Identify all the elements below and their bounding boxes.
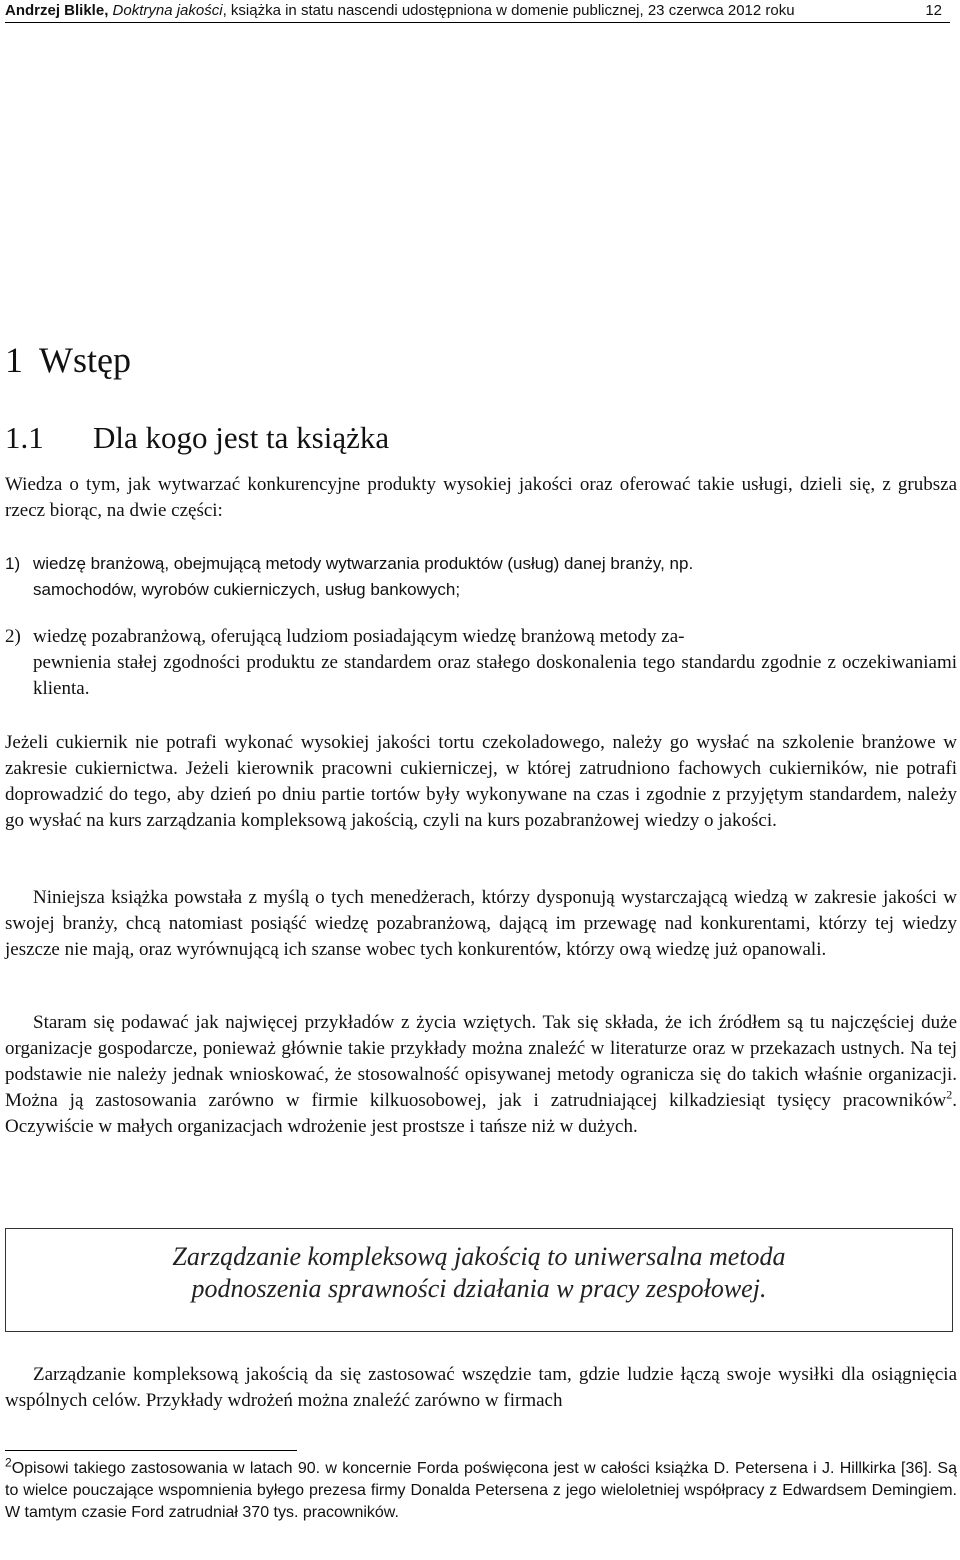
- footnote: [5, 1455, 957, 1524]
- header-book-title: Doktryna jakości: [112, 2, 223, 19]
- list-item-text: wiedzę pozabranżową, oferującą ludziom posiadającym wiedzę branżową metody za-: [33, 626, 685, 647]
- list-marker: 2): [5, 626, 21, 647]
- section-heading: [5, 418, 389, 458]
- quote-line: Zarządzanie kompleksową jakością to uniwersalna metoda: [172, 1242, 786, 1271]
- list-item-continuation: samochodów, wyrobów cukierniczych, usług bankowych;: [33, 580, 461, 599]
- body-paragraph: [5, 1010, 957, 1140]
- section-title: Dla kogo jest ta książka: [93, 420, 390, 455]
- list-marker: 1): [5, 554, 21, 573]
- footnote-separator: [5, 1450, 297, 1451]
- header-details: , książka in statu nascendi udostępniona w domenie publicznej, 23 czerwca 2012 roku: [222, 2, 795, 19]
- page-number: 12: [925, 2, 942, 19]
- highlight-quote-box: [5, 1228, 953, 1332]
- running-header: [5, 2, 950, 23]
- list-item-continuation: pewnienia stałej zgodności produktu ze standardem oraz stałego doskonalenia tego standardu zgodnie z oczekiwaniami klienta.: [33, 652, 957, 699]
- intro-paragraph: Wiedza o tym, jak wytwarzać konkurencyjne produkty wysokiej jakości oraz oferować takie usługi, dzieli się, z grubsza rzecz biorąc, na dwie części:: [5, 474, 957, 521]
- footnote-reference: 2: [946, 1087, 953, 1102]
- footnote-number: 2: [5, 1455, 12, 1470]
- list-item-text: wiedzę branżową, obejmującą metody wytwarzania produktów (usług) danej branży, np.: [33, 554, 694, 573]
- chapter-number: 1: [5, 340, 23, 380]
- section-number: 1.1: [5, 420, 44, 455]
- chapter-title: Wstęp: [39, 340, 131, 380]
- list-item: [5, 551, 957, 603]
- footnote-text: Opisowi takiego zastosowania w latach 90. w koncernie Forda poświęcona jest w całości książka D. Petersena i J. Hillkirka [36]. Są to wielce pouczające wspomnienia byłego prezesa firmy Donalda Petersena z jego wieloletniej współpracy z Edwardsem Demingiem. W tamtym czasie Ford zatrudniał 370 tys. pracowników.: [5, 1460, 957, 1521]
- list-item: [5, 624, 957, 702]
- paragraph-text: . Oczywiście w małych organizacjach wdrożenie jest prostsze i tańsze niż w dużych.: [5, 1090, 957, 1137]
- body-paragraph: Zarządzanie kompleksową jakością da się zastosować wszędzie tam, gdzie ludzie łączą swoje wysiłki dla osiągnięcia wspólnych celów. Przykłady wdrożeń można znaleźć zarówno w firmach: [5, 1364, 957, 1411]
- header-author: Andrzej Blikle,: [5, 2, 109, 19]
- paragraph-text: Staram się podawać jak najwięcej przykładów z życia wziętych. Tak się składa, że ich źródłem są tu najczęściej duże organizacje gospodarcze, ponieważ głównie takie przykłady można znaleźć w literaturze oraz w przekazach ustnych. Na tej podstawie nie należy jednak wnioskować, że stosowalność opisywanej metody ogranicza się do takich właśnie organizacji. Można ją zastosowania zarówno w firmie kilkuosobowej, jak i zatrudniającej kilkadziesiąt tysięcy pracowników: [5, 1012, 957, 1111]
- chapter-heading: [5, 338, 131, 382]
- body-paragraph: Niniejsza książka powstała z myślą o tych menedżerach, którzy dysponują wystarczającą wiedzą w zakresie jakości w swojej branży, chcą natomiast posiąść wiedzę pozabranżową, dającą im przewagę nad konkurentami, którzy tej wiedzy jeszcze nie mają, oraz wyrównującą ich szanse wobec tych konkurentów, którzy ową wiedzę już opanowali.: [5, 887, 957, 960]
- body-paragraph: Jeżeli cukiernik nie potrafi wykonać wysokiej jakości tortu czekoladowego, należy go wysłać na szkolenie branżowe w zakresie cukiernictwa. Jeżeli kierownik pracowni cukierniczej, w której zatrudniono fachowych cukierników, nie potrafi doprowadzić do tego, aby dzień po dniu partie tortów były wykonywane na czas i zgodnie z przyjętym standardem, należy go wysłać na kurs zarządzania kompleksową jakością, czyli na kurs pozabranżowej wiedzy o jakości.: [5, 732, 957, 831]
- quote-line: podnoszenia sprawności działania w pracy zespołowej.: [191, 1274, 767, 1303]
